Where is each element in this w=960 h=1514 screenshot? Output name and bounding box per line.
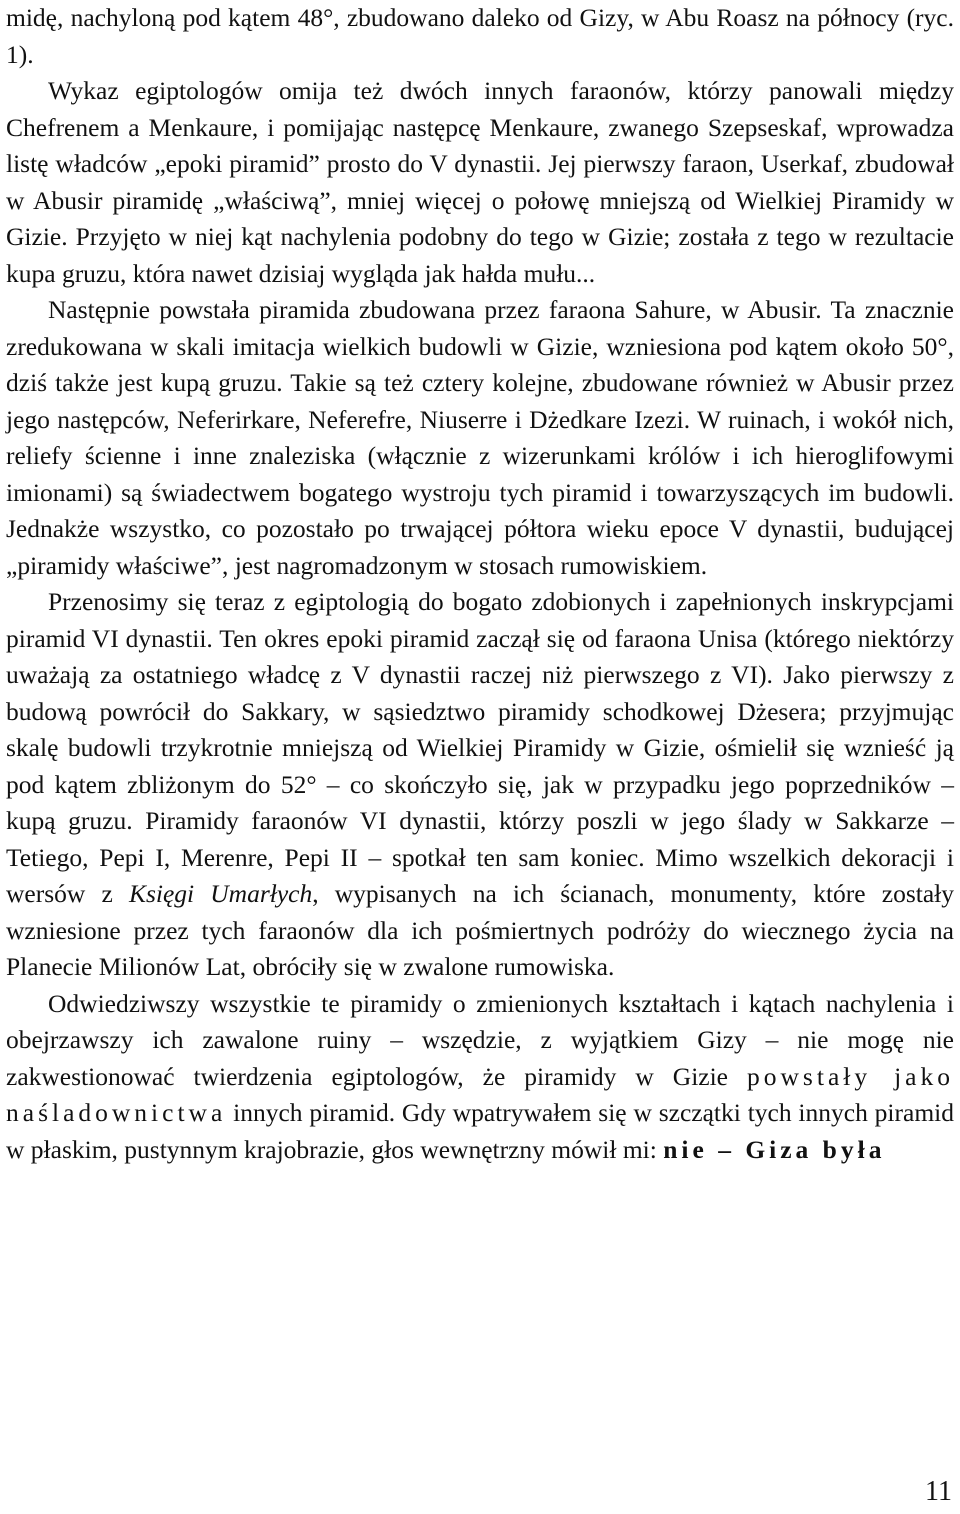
paragraph-2	[6, 73, 954, 292]
paragraph-1-text: midę, nachyloną pod kątem 48°, zbudowano daleko od Gizy, w Abu Roasz na północy (ryc. 1).	[6, 3, 954, 69]
spaced-emphasis: powstały jako naśladownictwa	[6, 1061, 954, 1127]
paragraph-4-text-after: , wypisanych na ich ścianach, monumenty, które zostały wzniesione przez tych faraonów dla ich pośmiertnych podróży do wiecznego życia na Planecie Milionów Lat, obróciły się w zwalone rumowiska.	[6, 879, 954, 981]
paragraph-4	[6, 584, 954, 986]
paragraph-3	[6, 292, 954, 584]
book-title-italic: Księgi Umarłych	[128, 879, 313, 908]
paragraph-5-text: Odwiedziwszy wszystkie te piramidy o zmienionych kształtach i kątach nachylenia i obejrzawszy ich zawalone ruiny – wszędzie, z wyjątkiem Gizy – nie mogę nie zakwestionować twierdzenia egiptologów, że piramidy w Gizie	[6, 988, 954, 1091]
spaced-bold-emphasis: nie – Giza była	[663, 1134, 886, 1164]
document-page	[6, 0, 954, 1168]
paragraph-3-text: Następnie powstała piramida zbudowana przez faraona Sahure, w Abusir. Ta znacznie zredukowana w skali imitacja wielkich budowli w Gizie, wzniesiona pod kątem około 50°, dziś także jest kupą gruzu. Takie są też cztery kolejne, zbudowane również w Abusir przez jego następców, Neferirkare, Neferefre, Niuserre i Dżedkare Izezi. W ruinach, i wokół nich, reliefy ścienne i inne znaleziska (włącznie z wizerunkami królów i ich hieroglifowymi imionami) są świadectwem bogatego wystroju tych piramid i towarzyszących im budowli. Jednakże wszystko, co pozostało po trwającej półtora wieku epoce V dynastii, budującej „piramidy właściwe”, jest nagromadzonym w stosach rumowiskiem.	[6, 295, 954, 580]
paragraph-2-text: Wykaz egiptologów omija też dwóch innych faraonów, którzy panowali między Chefrenem a Menkaure, i pomijając następcę Menkaure, zwanego Szepseskaf, wprowadza listę władców „epoki piramid” prosto do V dynastii. Jej pierwszy faraon, Userkaf, zbudował w Abusir piramidę „właściwą”, mniej więcej o połowę mniejszą od Wielkiej Piramidy w Gizie. Przyjęto w niej kąt nachylenia podobny do tego w Gizie; została z tego w rezultacie kupa gruzu, która nawet dzisiaj wygląda jak hałda mułu...	[6, 76, 954, 288]
paragraph-5-text-after: innych piramid. Gdy wpatrywałem się w szczątki tych innych piramid w płaskim, pustynnym krajobrazie, głos wewnętrzny mówił mi:	[6, 1098, 954, 1164]
paragraph-5	[6, 986, 954, 1169]
page-number: 11	[925, 1476, 952, 1507]
paragraph-4-text: Przenosimy się teraz z egiptologią do bogato zdobionych i zapełnionych inskrypcjami piramid VI dynastii. Ten okres epoki piramid zaczął się od faraona Unisa (którego niektórzy uważają za ostatniego władcę z V dynastii raczej niż pierwszego z VI). Jako pierwszy z budową powrócił do Sakkary, w sąsiedztwo piramidy schodkowej Dżesera; przyjmując skalę budowli trzykrotnie mniejszą od Wielkiej Piramidy w Gizie, ośmielił się wznieść ją pod kątem zbliżonym do 52° – co skończyło się, jak w przypadku jego poprzedników – kupą gruzu. Piramidy faraonów VI dynastii, którzy poszli w jego ślady w Sakkarze – Tetiego, Pepi I, Merenre, Pepi II – spotkał ten sam koniec. Mimo wszelkich dekoracji i wersów z	[6, 587, 954, 908]
paragraph-1	[6, 0, 954, 73]
